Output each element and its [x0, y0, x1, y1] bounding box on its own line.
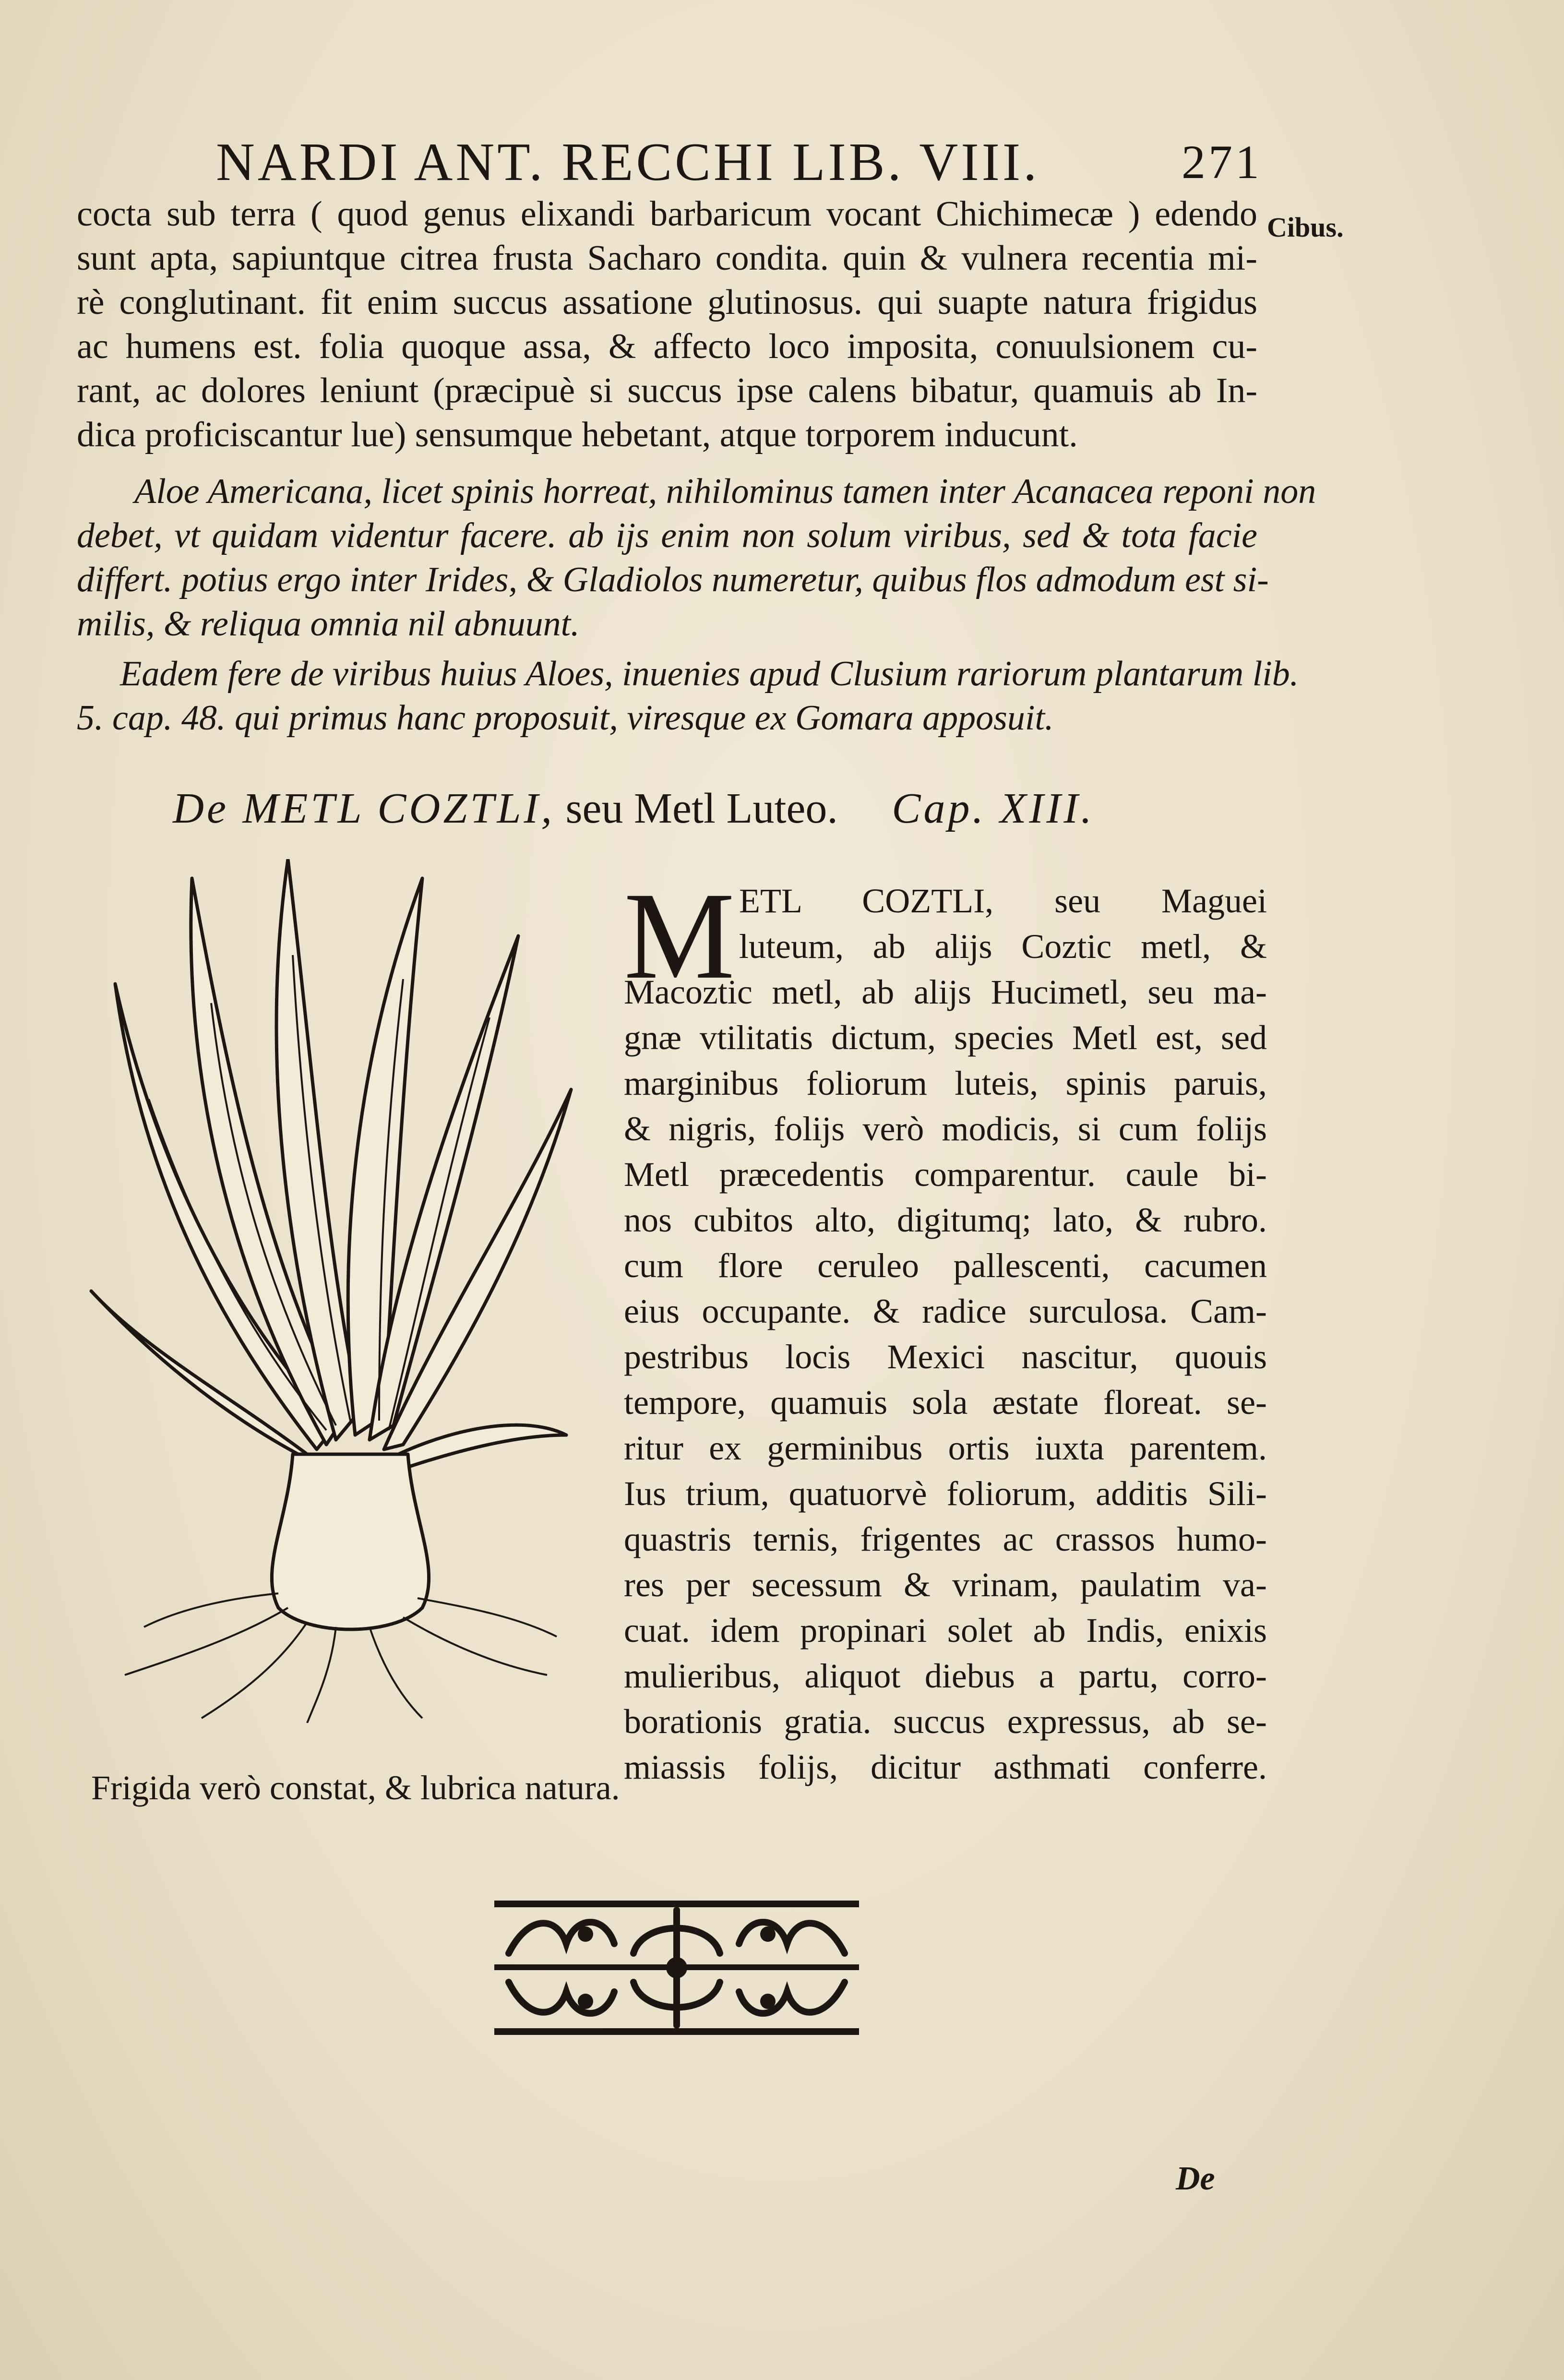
text-line: gnæ vtilitatis dictum, species Metl est, sed — [624, 1018, 1267, 1057]
text-line: ritur ex germinibus ortis iuxta parentem. — [624, 1429, 1267, 1467]
paragraph-1 — [77, 192, 1257, 457]
text-line: pestribus locis Mexici nascitur, quouis — [624, 1338, 1267, 1376]
margin-note: Cibus. — [1267, 212, 1344, 243]
text-line: eius occupante. & radice surculosa. Cam- — [624, 1292, 1267, 1330]
text-line: Macoztic metl, ab alijs Hucimetl, seu ma- — [624, 973, 1267, 1011]
text-line: sunt apta, sapiuntque citrea frusta Sacharo condita. quin & vulnera recentia mi- — [77, 239, 1257, 278]
text-line: ac humens est. folia quoque assa, & affecto loco imposita, conuulsionem cu- — [77, 327, 1257, 366]
text-line: milis, & reliqua omnia nil abnuunt. — [77, 604, 580, 644]
agave-plant-woodcut — [86, 859, 576, 1723]
running-header — [216, 133, 1262, 191]
text-line: tempore, quamuis sola æstate floreat. se- — [624, 1383, 1267, 1422]
paragraph-5 — [91, 1766, 763, 1809]
text-line: & nigris, folijs verò modicis, si cum folijs — [624, 1110, 1267, 1148]
text-line: cuat. idem propinari solet ab Indis, enixis — [624, 1611, 1267, 1650]
text-line: cum flore ceruleo pallescenti, cacumen — [624, 1246, 1267, 1285]
chapter-number: Cap. XIII. — [892, 785, 1095, 832]
text-line: mulieribus, aliquot diebus a partu, corro- — [624, 1657, 1267, 1695]
catchword: De — [1176, 2160, 1215, 2197]
text-line: dica proficiscantur lue) sensumque hebetant, atque torporem inducunt. — [77, 415, 1078, 454]
text-line: Frigida verò constat, & lubrica natura. — [91, 1769, 620, 1807]
text-line: quastris ternis, frigentes ac crassos humo- — [624, 1520, 1267, 1558]
text-line: Eadem fere de viribus huius Aloes, inuenies apud Clusium rariorum plantarum lib. — [120, 654, 1299, 694]
chapter-heading — [173, 777, 1238, 840]
text-line: ETL COZTLI, seu Maguei — [739, 882, 1267, 920]
text-line: nos cubitos alto, digitumq; lato, & rubro. — [624, 1201, 1267, 1239]
text-line: Metl præcedentis comparentur. caule bi- — [624, 1155, 1267, 1194]
text-line: borationis gratia. succus expressus, ab se- — [624, 1702, 1267, 1741]
paragraph-2 — [77, 469, 1316, 646]
text-line: debet, vt quidam videntur facere. ab ijs enim non solum viribus, sed & tota facie — [77, 516, 1257, 555]
text-line: luteum, ab alijs Coztic metl, & — [739, 927, 1267, 966]
paragraph-4 — [624, 867, 1267, 1790]
text-line: Ius trium, quatuorvè foliorum, additis Sili- — [624, 1474, 1267, 1513]
chapter-subtitle: seu Metl Luteo. — [565, 785, 838, 832]
text-line: res per secessum & vrinam, paulatim va- — [624, 1566, 1267, 1604]
page-number: 271 — [1182, 135, 1262, 189]
paragraph-3 — [77, 652, 1299, 740]
chapter-title: De METL COZTLI, — [173, 785, 555, 832]
text-line: 5. cap. 48. qui primus hanc proposuit, viresque ex Gomara apposuit. — [77, 698, 1054, 738]
text-line: rè conglutinant. fit enim succus assatione glutinosus. qui suapte natura frigidus — [77, 283, 1257, 322]
printer-ornament — [489, 1896, 864, 2040]
text-line: miassis folijs, dicitur asthmati conferre. — [624, 1748, 1267, 1786]
text-line: rant, ac dolores leniunt (præcipuè si succus ipse calens bibatur, quamuis ab In- — [77, 371, 1257, 410]
text-line: differt. potius ergo inter Irides, & Gladiolos numeretur, quibus flos admodum est si- — [77, 560, 1269, 599]
drop-capital: M — [624, 867, 735, 1005]
header-title: NARDI ANT. RECCHI LIB. VIII. — [216, 132, 1040, 192]
text-line: Aloe Americana, licet spinis horreat, nihilominus tamen inter Acanacea reponi non — [134, 472, 1316, 511]
text-line: cocta sub terra ( quod genus elixandi barbaricum vocant Chichimecæ ) edendo — [77, 194, 1257, 234]
text-line: marginibus foliorum luteis, spinis paruis, — [624, 1064, 1267, 1102]
